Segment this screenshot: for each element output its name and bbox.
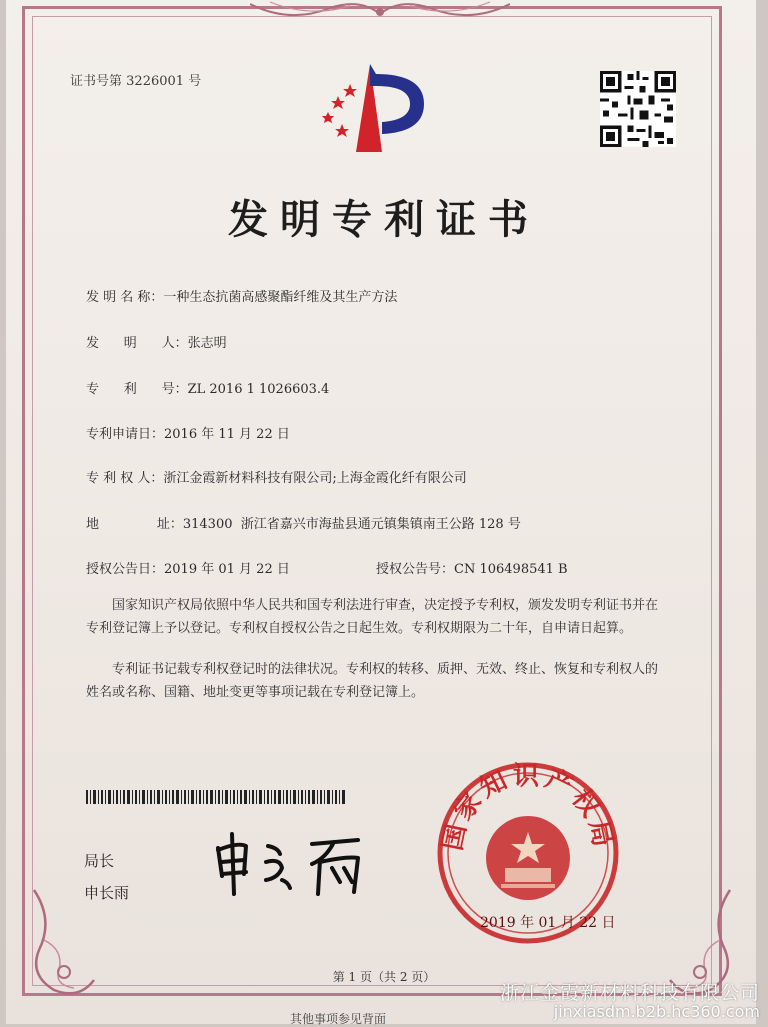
filing-date-row bbox=[86, 423, 290, 442]
page-number: 第 1 页（共 2 页） bbox=[332, 970, 436, 984]
qr-code-icon[interactable] bbox=[600, 71, 676, 147]
patentee-label: 专 利 权 人： bbox=[86, 471, 164, 486]
address-label: 地 址： bbox=[86, 517, 183, 532]
filing-date-value: 2016 年 11 月 22 日 bbox=[164, 427, 290, 442]
invention-name-value: 一种生态抗菌高感聚酯纤维及其生产方法 bbox=[163, 290, 398, 305]
grant-no-label: 授权公告号： bbox=[376, 562, 455, 577]
cnipa-logo-icon bbox=[312, 56, 437, 156]
patentee-row bbox=[86, 467, 467, 486]
grant-no-row bbox=[376, 558, 568, 577]
patent-no-value: ZL 2016 1 1026603.4 bbox=[187, 382, 330, 397]
certificate-title: 发明专利证书 bbox=[228, 196, 540, 243]
grant-statement-paragraph: 国家知识产权局依照中华人民共和国专利法进行审查，决定授予专利权，颁发发明专利证书并在专利登记簿上予以登记。专利权自授权公告之日起生效。专利权期限为二十年，自申请日起算。 bbox=[86, 598, 659, 636]
certificate-number-suffix: 号 bbox=[188, 74, 202, 89]
certificate-number-label: 证书号第 bbox=[70, 74, 123, 89]
svg-text:国家知识产权局: 国家知识产权局 bbox=[437, 761, 619, 854]
address-row bbox=[86, 513, 521, 532]
certificate-number bbox=[70, 70, 201, 89]
filing-date-label: 专利申请日： bbox=[86, 427, 165, 442]
signatory-name: 申长雨 bbox=[84, 884, 130, 902]
top-ornament-icon bbox=[250, 0, 510, 26]
footer-partial-text: 其他事项参见背面 bbox=[290, 1012, 387, 1026]
patent-no-row bbox=[86, 378, 329, 397]
address-value: 314300 浙江省嘉兴市海盐县通元镇集镇南王公路 128 号 bbox=[182, 517, 521, 532]
handwritten-signature-icon bbox=[208, 828, 378, 903]
invention-name-label: 发 明 名 称： bbox=[86, 290, 164, 305]
inventor-value: 张志明 bbox=[187, 336, 227, 351]
grant-date-label: 授权公告日： bbox=[86, 562, 165, 577]
legal-status-paragraph: 专利证书记载专利权登记时的法律状况。专利权的转移、质押、无效、终止、恢复和专利权人的姓名或名称、国籍、地址变更等事项记载在专利登记簿上。 bbox=[86, 662, 659, 700]
barcode-icon bbox=[86, 790, 346, 804]
certificate-number-value: 3226001 bbox=[126, 74, 185, 89]
grant-no-value: CN 106498541 B bbox=[454, 562, 568, 577]
seal-date: 2019 年 01 月 22 日 bbox=[480, 915, 616, 931]
inventor-row bbox=[86, 332, 227, 351]
signatory-role: 局长 bbox=[84, 852, 115, 870]
inventor-label: 发 明 人： bbox=[86, 336, 188, 351]
patent-no-label: 专 利 号： bbox=[86, 382, 188, 397]
invention-name-row bbox=[86, 286, 397, 305]
watermark-url: jinxiasdm.b2b.hc360.com bbox=[553, 1002, 760, 1021]
grant-date-row bbox=[86, 558, 290, 577]
patentee-value: 浙江金霞新材料科技有限公司;上海金霞化纤有限公司 bbox=[163, 471, 467, 486]
grant-date-value: 2019 年 01 月 22 日 bbox=[164, 562, 290, 577]
watermark-company: 浙江金霞新材料科技有限公司 bbox=[499, 982, 760, 1004]
